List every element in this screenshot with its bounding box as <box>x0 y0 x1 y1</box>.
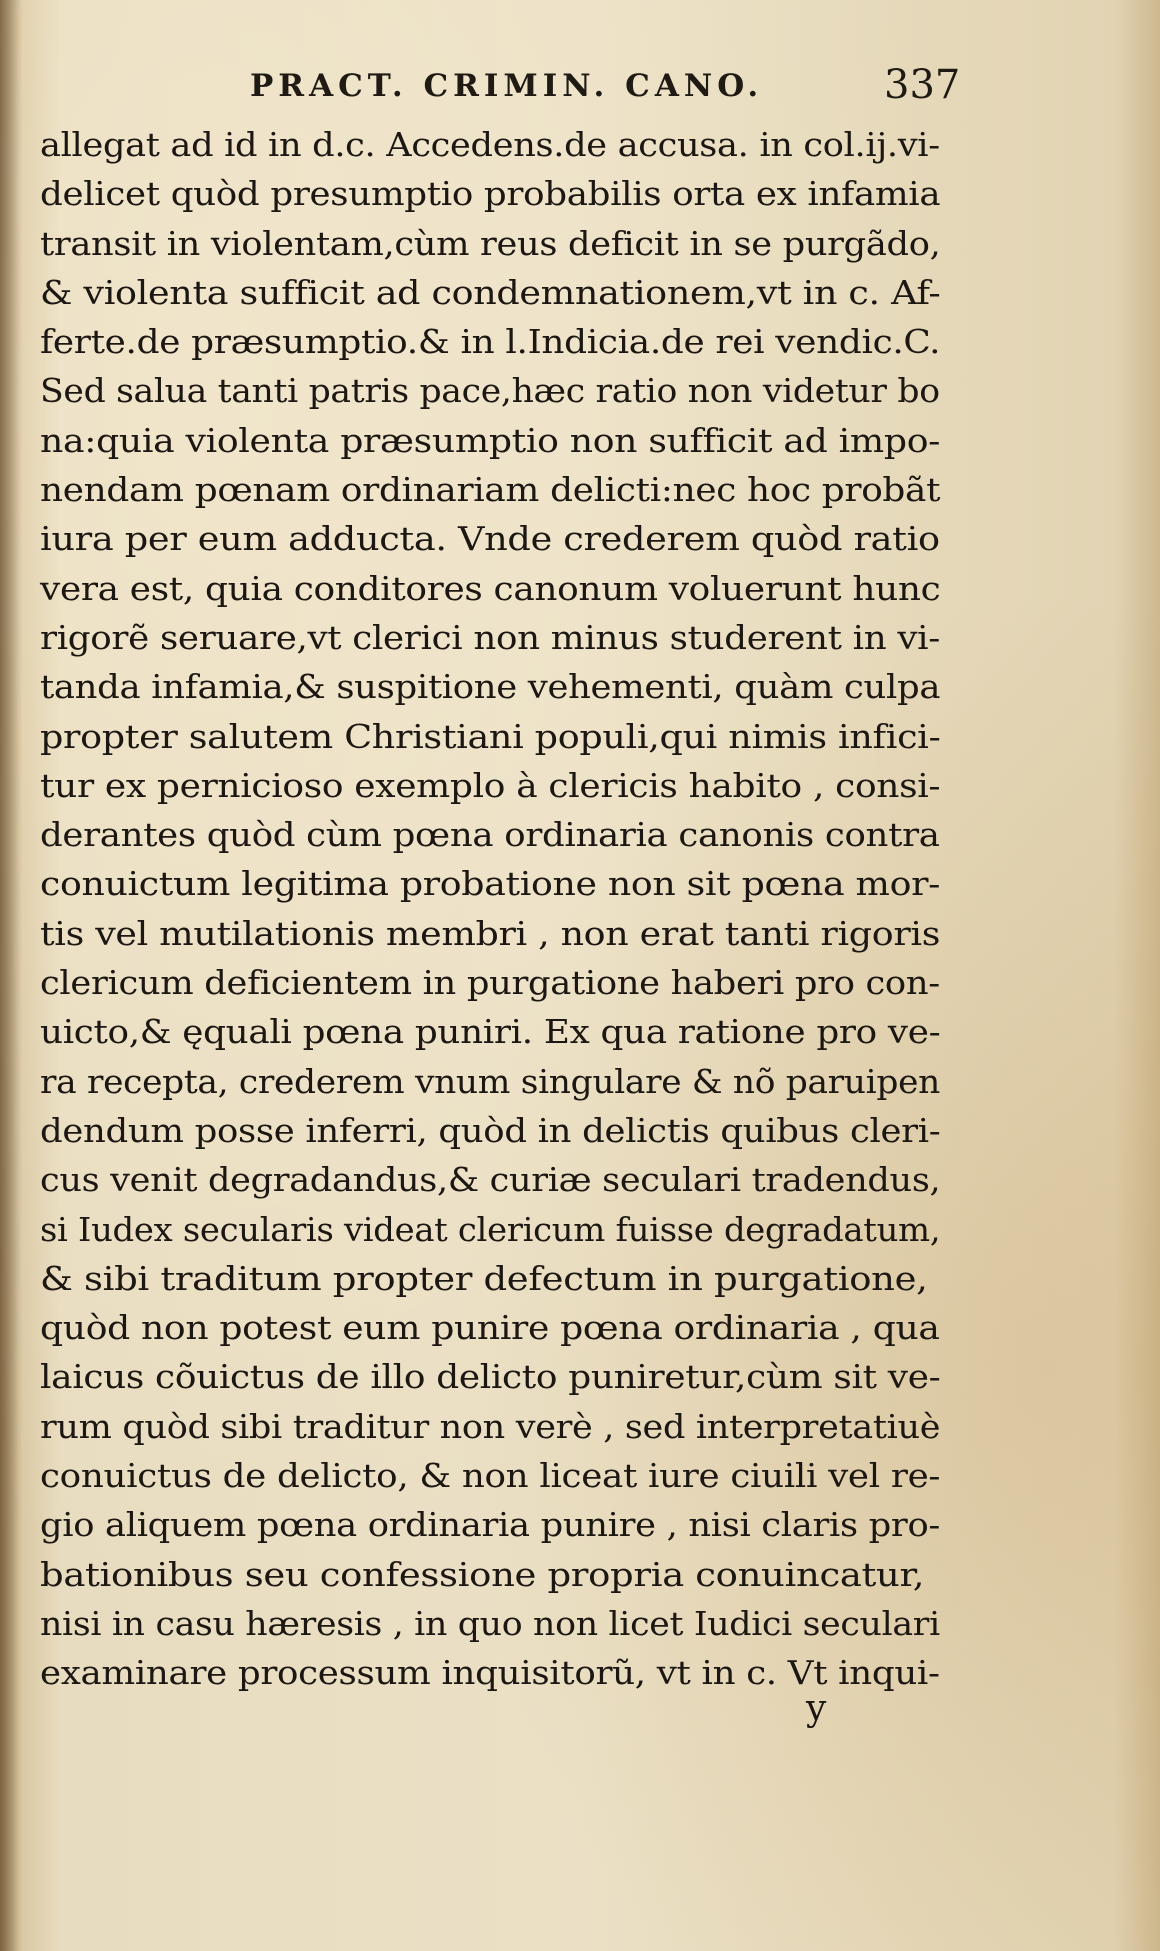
text-line: clericum deficientem in purgatione haberi pro con- <box>40 963 940 1003</box>
text-line: iura per eum adducta. Vnde crederem quòd ratio <box>40 519 940 559</box>
text-line: allegat ad id in d.c. Accedens.de accusa. in col.ij.vi- <box>40 125 940 164</box>
text-line: ra recepta, crederem vnum singulare & nõ paruipen <box>40 1061 940 1101</box>
text-line: tur ex pernicioso exemplo à clericis habito , consi- <box>40 765 941 805</box>
text-line: derantes quòd cùm pœna ordinaria canonis contra <box>40 815 940 855</box>
text-line: vera est, quia conditores canonum voluerunt hunc <box>40 568 941 608</box>
text-line: & violenta sufficit ad condemnationem,vt in c. Af- <box>40 272 941 312</box>
text-line: cus venit degradandus,& curiæ seculari tradendus, <box>40 1160 941 1200</box>
text-line: conuictus de delicto, & non liceat iure ciuili vel re- <box>40 1456 941 1496</box>
text-line: tis vel mutilationis membri , non erat tanti rigoris <box>40 913 941 953</box>
text-line: na:quia violenta præsumptio non sufficit ad impo- <box>40 420 941 460</box>
text-line: rigorẽ seruare,vt clerici non minus studerent in vi- <box>40 617 940 657</box>
text-line: gio aliquem pœna ordinaria punire , nisi claris pro- <box>40 1505 940 1545</box>
text-line: rum quòd sibi traditur non verè , sed interpretatiuè <box>40 1406 941 1446</box>
text-line: nisi in casu hæresis , in quo non licet Iudici seculari <box>40 1603 940 1643</box>
text-line: si Iudex secularis videat clericum fuisse degradatum, <box>40 1209 941 1249</box>
text-line: delicet quòd presumptio probabilis orta ex infamia <box>40 174 941 214</box>
gutter-shadow <box>0 0 22 1951</box>
page-header <box>0 62 1160 122</box>
text-line: quòd non potest eum punire pœna ordinaria , qua <box>40 1308 940 1348</box>
text-line: conuictum legitima probatione non sit pœna mor- <box>40 864 941 904</box>
text-line: propter salutem Christiani populi,qui nimis infici- <box>40 716 941 756</box>
text-line: tanda infamia,& suspitione vehementi, quàm culpa <box>40 667 941 707</box>
page-number: 337 <box>884 62 961 108</box>
text-line: & sibi traditum propter defectum in purgatione, <box>40 1258 928 1298</box>
text-line: Sed salua tanti patris pace,hæc ratio non videtur bo <box>40 371 940 411</box>
text-line: bationibus seu confessione propria conuincatur, <box>40 1554 925 1594</box>
text-line: nendam pœnam ordinariam delicti:nec hoc probãt <box>40 470 941 510</box>
text-line: laicus cõuictus de illo delicto puniretur,cùm sit ve- <box>40 1357 941 1397</box>
catchword: y <box>806 1688 827 1729</box>
running-head: PRACT. CRIMIN. CANO. <box>250 68 764 104</box>
text-line: transit in violentam,cùm reus deficit in se purgãdo, <box>40 223 941 263</box>
text-line: examinare processum inquisitorũ, vt in c. Vt inqui- <box>40 1653 940 1693</box>
text-line: dendum posse inferri, quòd in delictis quibus cleri- <box>40 1110 941 1150</box>
body-text <box>40 120 940 1698</box>
text-line: ferte.de præsumptio.& in l.Indicia.de rei vendic.C. <box>40 322 941 362</box>
text-line: uicto,& ęquali pœna puniri. Ex qua ratione pro ve- <box>40 1012 941 1052</box>
